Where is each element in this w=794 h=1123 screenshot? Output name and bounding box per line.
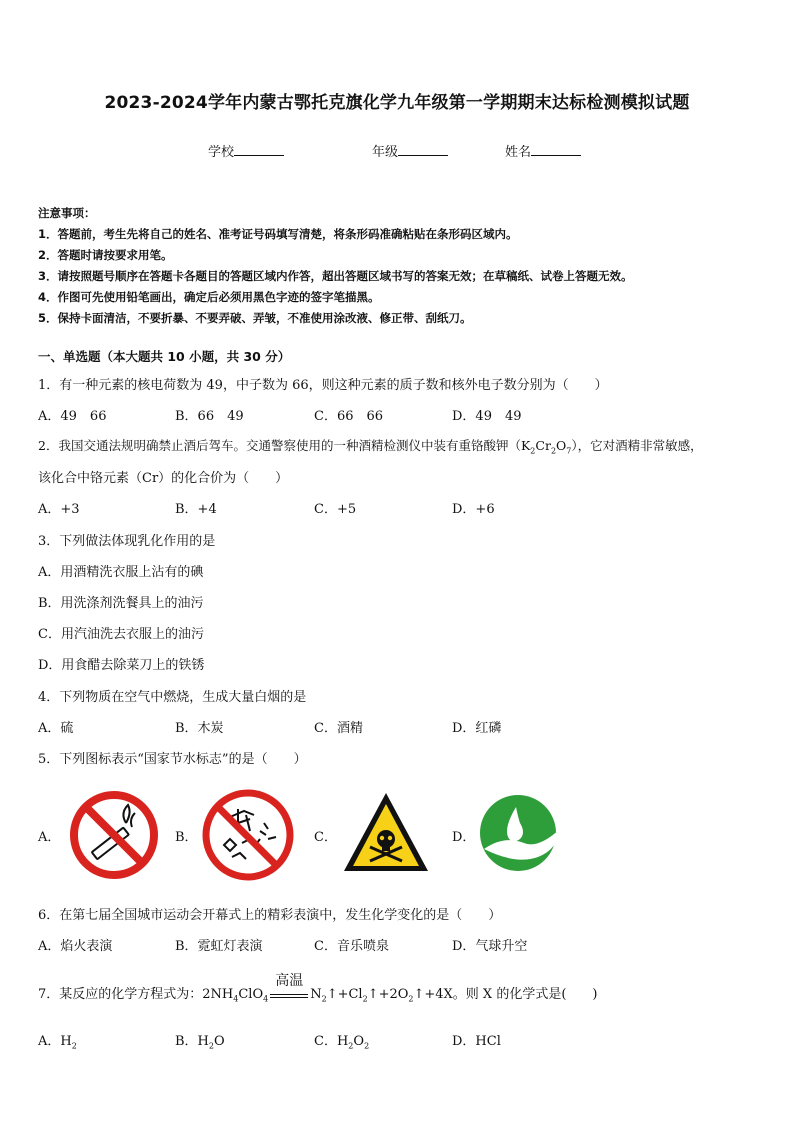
notes-block — [38, 203, 633, 329]
q7-text: N — [310, 987, 322, 1002]
grade-label: 年级 — [372, 145, 399, 160]
q4-option-b[interactable]: B．木炭 — [175, 721, 224, 736]
q3-option-d[interactable]: D．用食醋去除菜刀上的铁锈 — [38, 658, 205, 673]
q7-sub: 4 — [233, 994, 239, 1004]
toxic-warning-icon[interactable] — [340, 787, 432, 883]
q2-option-b[interactable]: B．+4 — [175, 502, 217, 517]
school-blank[interactable] — [234, 143, 284, 156]
equation-arrow — [270, 973, 308, 998]
q2-text-a: 2．我国交通法规明确禁止酒后驾车。交通警察使用的一种酒精检测仪中装有重铬酸钾（K — [38, 438, 531, 453]
q1-option-d[interactable]: D．49 49 — [452, 409, 522, 424]
no-fireworks-icon[interactable] — [202, 787, 294, 883]
page-title: 2023-2024学年内蒙古鄂托克旗化学九年级第一学期期末达标检测模拟试题 — [104, 93, 690, 113]
q7-opt-text: A．H — [38, 1034, 72, 1049]
grade-field[interactable] — [372, 141, 448, 160]
question-6-text: 6．在第七届全国城市运动会开幕式上的精彩表演中，发生化学变化的是（ ） — [38, 908, 502, 923]
notes-item: 1．答题前，考生先将自己的姓名、准考证号码填写清楚，将条形码准确粘贴在条形码区域内。 — [38, 227, 518, 241]
notes-item: 5．保持卡面清洁，不要折暴、不要弄破、弄皱，不准使用涂改液、修正带、刮纸刀。 — [38, 311, 472, 325]
q2-option-d[interactable]: D．+6 — [452, 502, 495, 517]
q3-option-b[interactable]: B．用洗涤剂洗餐具上的油污 — [38, 596, 204, 611]
question-3-text: 3．下列做法体现乳化作用的是 — [38, 534, 216, 549]
notes-item: 3．请按照题号顺序在答题卡各题目的答题区域内作答，超出答题区域书写的答案无效；在草稿纸、试卷上答题无效。 — [38, 269, 633, 283]
q1-option-c[interactable]: C．66 66 — [314, 409, 384, 424]
q7-sub: 4 — [263, 994, 269, 1004]
no-smoking-icon[interactable] — [68, 787, 160, 883]
q2-sub: 2 — [530, 446, 536, 456]
q7-option-c[interactable] — [314, 1030, 369, 1051]
reaction-condition: 高温 — [275, 973, 304, 989]
q7-sub: 2 — [408, 994, 414, 1004]
question-4-text: 4．下列物质在空气中燃烧，生成大量白烟的是 — [38, 690, 307, 705]
q7-opt-text: C．H — [314, 1034, 349, 1049]
q3-option-c[interactable]: C．用汽油洗去衣服上的油污 — [38, 627, 204, 642]
q7-opt-sub: 2 — [364, 1041, 370, 1051]
q7-option-a[interactable] — [38, 1030, 77, 1051]
q5-option-a[interactable]: A． — [38, 830, 61, 845]
q2-sub: 2 — [550, 446, 557, 456]
question-7-text — [38, 973, 598, 1004]
q1-option-b[interactable]: B．66 49 — [175, 409, 244, 424]
grade-blank[interactable] — [398, 143, 448, 156]
name-label: 姓名 — [505, 145, 532, 160]
q7-opt-text: D．HCl — [452, 1034, 501, 1049]
q4-option-c[interactable]: C．酒精 — [314, 721, 363, 736]
question-1-text: 1．有一种元素的核电荷数为 49，中子数为 66，则这种元素的质子数和核外电子数分别为（ ） — [38, 378, 608, 393]
q2-text-b: ），它对酒精非常敏感， — [571, 438, 703, 453]
q4-option-d[interactable]: D．红磷 — [452, 721, 502, 736]
q7-option-d[interactable] — [452, 1030, 501, 1049]
notes-item: 2．答题时请按要求用笔。 — [38, 248, 173, 262]
q3-option-a[interactable]: A．用酒精洗衣服上沾有的碘 — [38, 565, 204, 580]
q5-option-d[interactable]: D． — [452, 830, 476, 845]
q2-mid: Cr — [535, 438, 551, 453]
question-5-text: 5．下列图标表示“国家节水标志”的是（ ） — [38, 752, 307, 767]
q7-text: 7．某反应的化学方程式为：2NH — [38, 987, 234, 1002]
notes-heading: 注意事项： — [38, 206, 96, 220]
q1-option-a[interactable]: A．49 66 — [38, 409, 107, 424]
q7-opt-text: O — [213, 1034, 225, 1049]
school-field[interactable] — [208, 141, 284, 160]
school-label: 学校 — [208, 145, 235, 160]
q7-opt-text: O — [353, 1034, 365, 1049]
q2-sub: 7 — [566, 446, 572, 456]
notes-item: 4．作图可先使用铅笔画出，确定后必须用黑色字迹的签字笔描黑。 — [38, 290, 380, 304]
q6-option-b[interactable]: B．霓虹灯表演 — [175, 939, 263, 954]
q7-text: ↑+2O — [367, 987, 409, 1002]
q7-opt-sub: 2 — [348, 1041, 354, 1051]
q7-sub: 2 — [362, 994, 368, 1004]
q6-option-c[interactable]: C．音乐喷泉 — [314, 939, 389, 954]
q7-opt-sub: 2 — [208, 1041, 214, 1051]
q7-option-b[interactable] — [175, 1030, 225, 1051]
q7-text: ↑+Cl — [326, 987, 363, 1002]
name-blank[interactable] — [531, 143, 581, 156]
q6-option-d[interactable]: D．气球升空 — [452, 939, 528, 954]
q7-opt-sub: 2 — [71, 1041, 77, 1051]
q5-option-b[interactable]: B． — [175, 830, 198, 845]
question-2-text — [38, 436, 703, 456]
q7-text: ClO — [238, 987, 264, 1002]
q7-text: ↑+4X。则 X 的化学式是( ) — [413, 987, 598, 1002]
q7-opt-text: B．H — [175, 1034, 209, 1049]
q2-mid: O — [556, 438, 567, 453]
q4-option-a[interactable]: A．硫 — [38, 721, 74, 736]
q6-option-a[interactable]: A．焰火表演 — [38, 939, 113, 954]
name-field[interactable] — [505, 141, 581, 160]
q5-option-c[interactable]: C． — [314, 830, 337, 845]
q2-option-a[interactable]: A．+3 — [38, 502, 80, 517]
water-saving-icon[interactable] — [476, 787, 568, 883]
section-heading: 一、单选题（本大题共 10 小题，共 30 分） — [38, 349, 291, 364]
question-2-line2: 该化合中铬元素（Cr）的化合价为（ ） — [38, 471, 289, 486]
q7-sub: 2 — [321, 994, 327, 1004]
q2-option-c[interactable]: C．+5 — [314, 502, 357, 517]
